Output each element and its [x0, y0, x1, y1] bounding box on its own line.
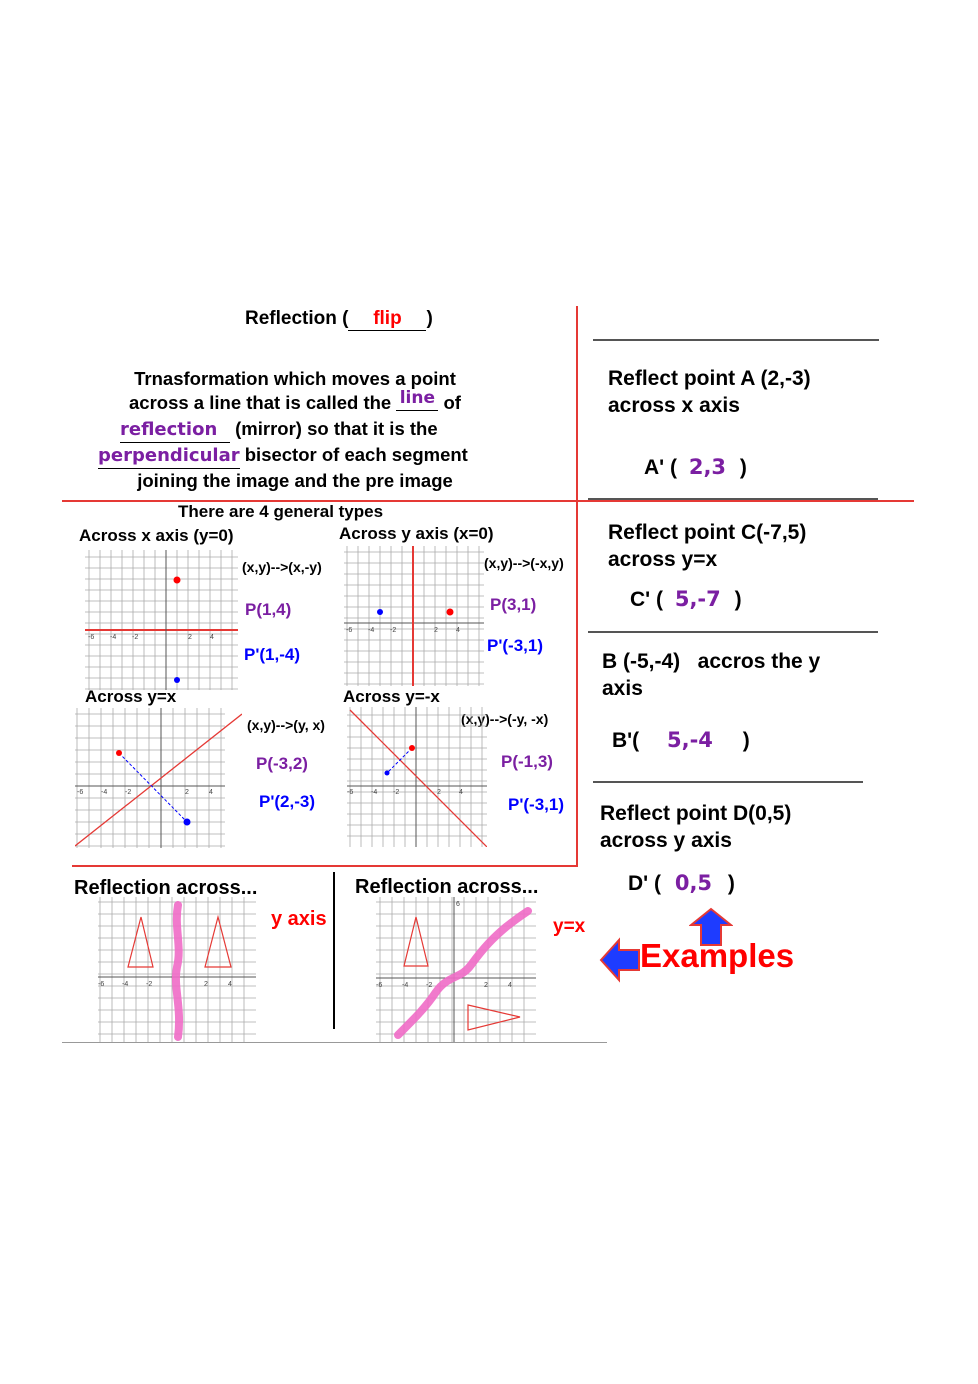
types-title: There are 4 general types — [178, 502, 384, 521]
point-p — [409, 745, 415, 751]
point-p-prime — [377, 609, 383, 615]
svg-text:-4: -4 — [101, 789, 108, 796]
tick-label: 4 — [210, 634, 214, 641]
bottom-rule — [62, 1042, 607, 1043]
title-answer: flip — [348, 308, 426, 331]
problem-c — [608, 519, 806, 573]
rule-text: (x,y)-->(x,-y) — [242, 559, 322, 575]
point-p-prime — [174, 677, 180, 683]
tick-label: -2 — [132, 634, 139, 641]
svg-text:-6: -6 — [347, 789, 354, 796]
answer-reflection: reflection — [120, 418, 230, 443]
title-prefix: Reflection ( — [245, 308, 349, 329]
point-label: P(1,4) — [245, 600, 292, 619]
divider-bottom-vertical — [333, 872, 335, 1029]
problem-b — [602, 648, 820, 702]
svg-text:-2: -2 — [426, 982, 433, 989]
graph-across-y-equals-neg-x — [347, 707, 487, 847]
mirror-label: y=x — [553, 916, 586, 937]
example-graph-y-axis — [98, 897, 256, 1042]
point-label: P(-3,2) — [256, 754, 308, 773]
point-p-prime — [184, 819, 191, 826]
bottom-heading: Reflection across... — [74, 877, 258, 899]
svg-text:-4: -4 — [402, 982, 409, 989]
svg-text:2: 2 — [185, 789, 189, 796]
problem-a-line-2: across x axis — [608, 394, 740, 417]
definition-line-3: reflection (mirror) so that it is the — [90, 417, 500, 443]
problem-a-line-1: Reflect point A (2,-3) — [608, 367, 811, 390]
answer-value: 2,3 — [688, 455, 727, 479]
image-point-label: P'(1,-4) — [244, 645, 300, 664]
point-p — [116, 750, 122, 756]
mirror-label: y axis — [271, 908, 327, 930]
divider-horizontal-red-bottom — [72, 865, 578, 867]
example-graph-y-equals-x — [376, 897, 536, 1042]
tick-label: -4 — [110, 634, 117, 641]
svg-text:-4: -4 — [122, 981, 129, 988]
graph-across-x-axis — [85, 550, 238, 690]
answer-perpendicular: perpendicular — [98, 444, 240, 469]
problem-divider — [593, 339, 879, 341]
definition-line-1: Trnasformation which moves a point — [134, 368, 456, 389]
point-p — [447, 609, 454, 616]
problem-d-line-2: across y axis — [600, 829, 732, 852]
svg-text:4: 4 — [508, 982, 512, 989]
tick-label: 2 — [188, 634, 192, 641]
problem-d-answer: D' ( 0,5 ) — [628, 871, 735, 895]
problem-c-line-1: Reflect point C(-7,5) — [608, 521, 807, 544]
svg-text:4: 4 — [228, 981, 232, 988]
problem-d — [600, 800, 791, 854]
divider-vertical-red — [576, 306, 578, 866]
svg-text:2: 2 — [204, 981, 208, 988]
svg-text:-4: -4 — [371, 789, 378, 796]
left-arrow-icon — [599, 937, 641, 983]
svg-text:-6: -6 — [77, 789, 84, 796]
image-point-label: P'(2,-3) — [259, 792, 315, 811]
rule-text: (x,y)-->(-y, -x) — [461, 711, 549, 727]
svg-text:2: 2 — [434, 627, 438, 634]
svg-text:-6: -6 — [346, 627, 353, 634]
svg-text:-2: -2 — [125, 789, 132, 796]
type-heading: Across y=x — [85, 687, 177, 706]
svg-text:-6: -6 — [98, 981, 105, 988]
examples-label: Examples — [640, 937, 795, 974]
bottom-heading: Reflection across... — [355, 876, 539, 898]
answer-line: line — [396, 386, 438, 411]
problem-c-line-2: across y=x — [608, 548, 718, 571]
svg-text:4: 4 — [456, 627, 460, 634]
graph-across-y-equals-x — [75, 708, 242, 848]
svg-text:2: 2 — [437, 789, 441, 796]
page-title — [245, 308, 433, 331]
rule-text: (x,y)-->(y, x) — [247, 717, 325, 733]
graph-across-y-axis — [344, 546, 484, 686]
svg-text:2: 2 — [484, 982, 488, 989]
svg-text:-4: -4 — [368, 627, 375, 634]
definition — [90, 367, 500, 493]
definition-line-2: across a line that is called the line of — [129, 388, 461, 413]
problem-a-answer: A' ( 2,3 ) — [644, 455, 747, 479]
problem-divider — [593, 781, 863, 783]
point-p-prime — [385, 771, 390, 776]
title-suffix: ) — [426, 308, 433, 329]
answer-value: 5,-4 — [667, 728, 713, 752]
problem-b-line-2: axis — [602, 677, 643, 700]
problem-divider — [588, 631, 878, 633]
type-heading: Across x axis (y=0) — [79, 526, 234, 545]
svg-text:4: 4 — [459, 789, 463, 796]
definition-line-5: joining the image and the pre image — [137, 470, 453, 491]
tick-label: -6 — [88, 634, 95, 641]
problem-c-answer: C' ( 5,-7 ) — [630, 587, 742, 611]
image-point-label: P'(-3,1) — [508, 795, 564, 814]
problem-divider — [588, 498, 878, 500]
point-label: P(-1,3) — [501, 752, 553, 771]
point-p — [174, 577, 181, 584]
definition-line-4: perpendicular bisector of each segment — [90, 443, 500, 469]
svg-text:-6: -6 — [376, 982, 383, 989]
problem-b-answer: B'( 5,-4 ) — [612, 728, 750, 752]
image-point-label: P'(-3,1) — [487, 636, 543, 655]
answer-value: 5,-7 — [674, 587, 721, 611]
svg-text:-2: -2 — [390, 627, 397, 634]
problem-a — [608, 365, 811, 419]
svg-text:-2: -2 — [393, 789, 400, 796]
type-heading: Across y=-x — [343, 687, 440, 706]
type-heading: Across y axis (x=0) — [339, 524, 494, 543]
point-label: P(3,1) — [490, 595, 537, 614]
rule-text: (x,y)-->(-x,y) — [484, 555, 564, 571]
svg-text:4: 4 — [209, 789, 213, 796]
problem-d-line-1: Reflect point D(0,5) — [600, 802, 792, 825]
answer-value: 0,5 — [674, 871, 713, 895]
problem-b-line-1: B (-5,-4) accros the y — [602, 650, 821, 673]
svg-text:-2: -2 — [146, 981, 153, 988]
svg-text:6: 6 — [456, 901, 460, 908]
